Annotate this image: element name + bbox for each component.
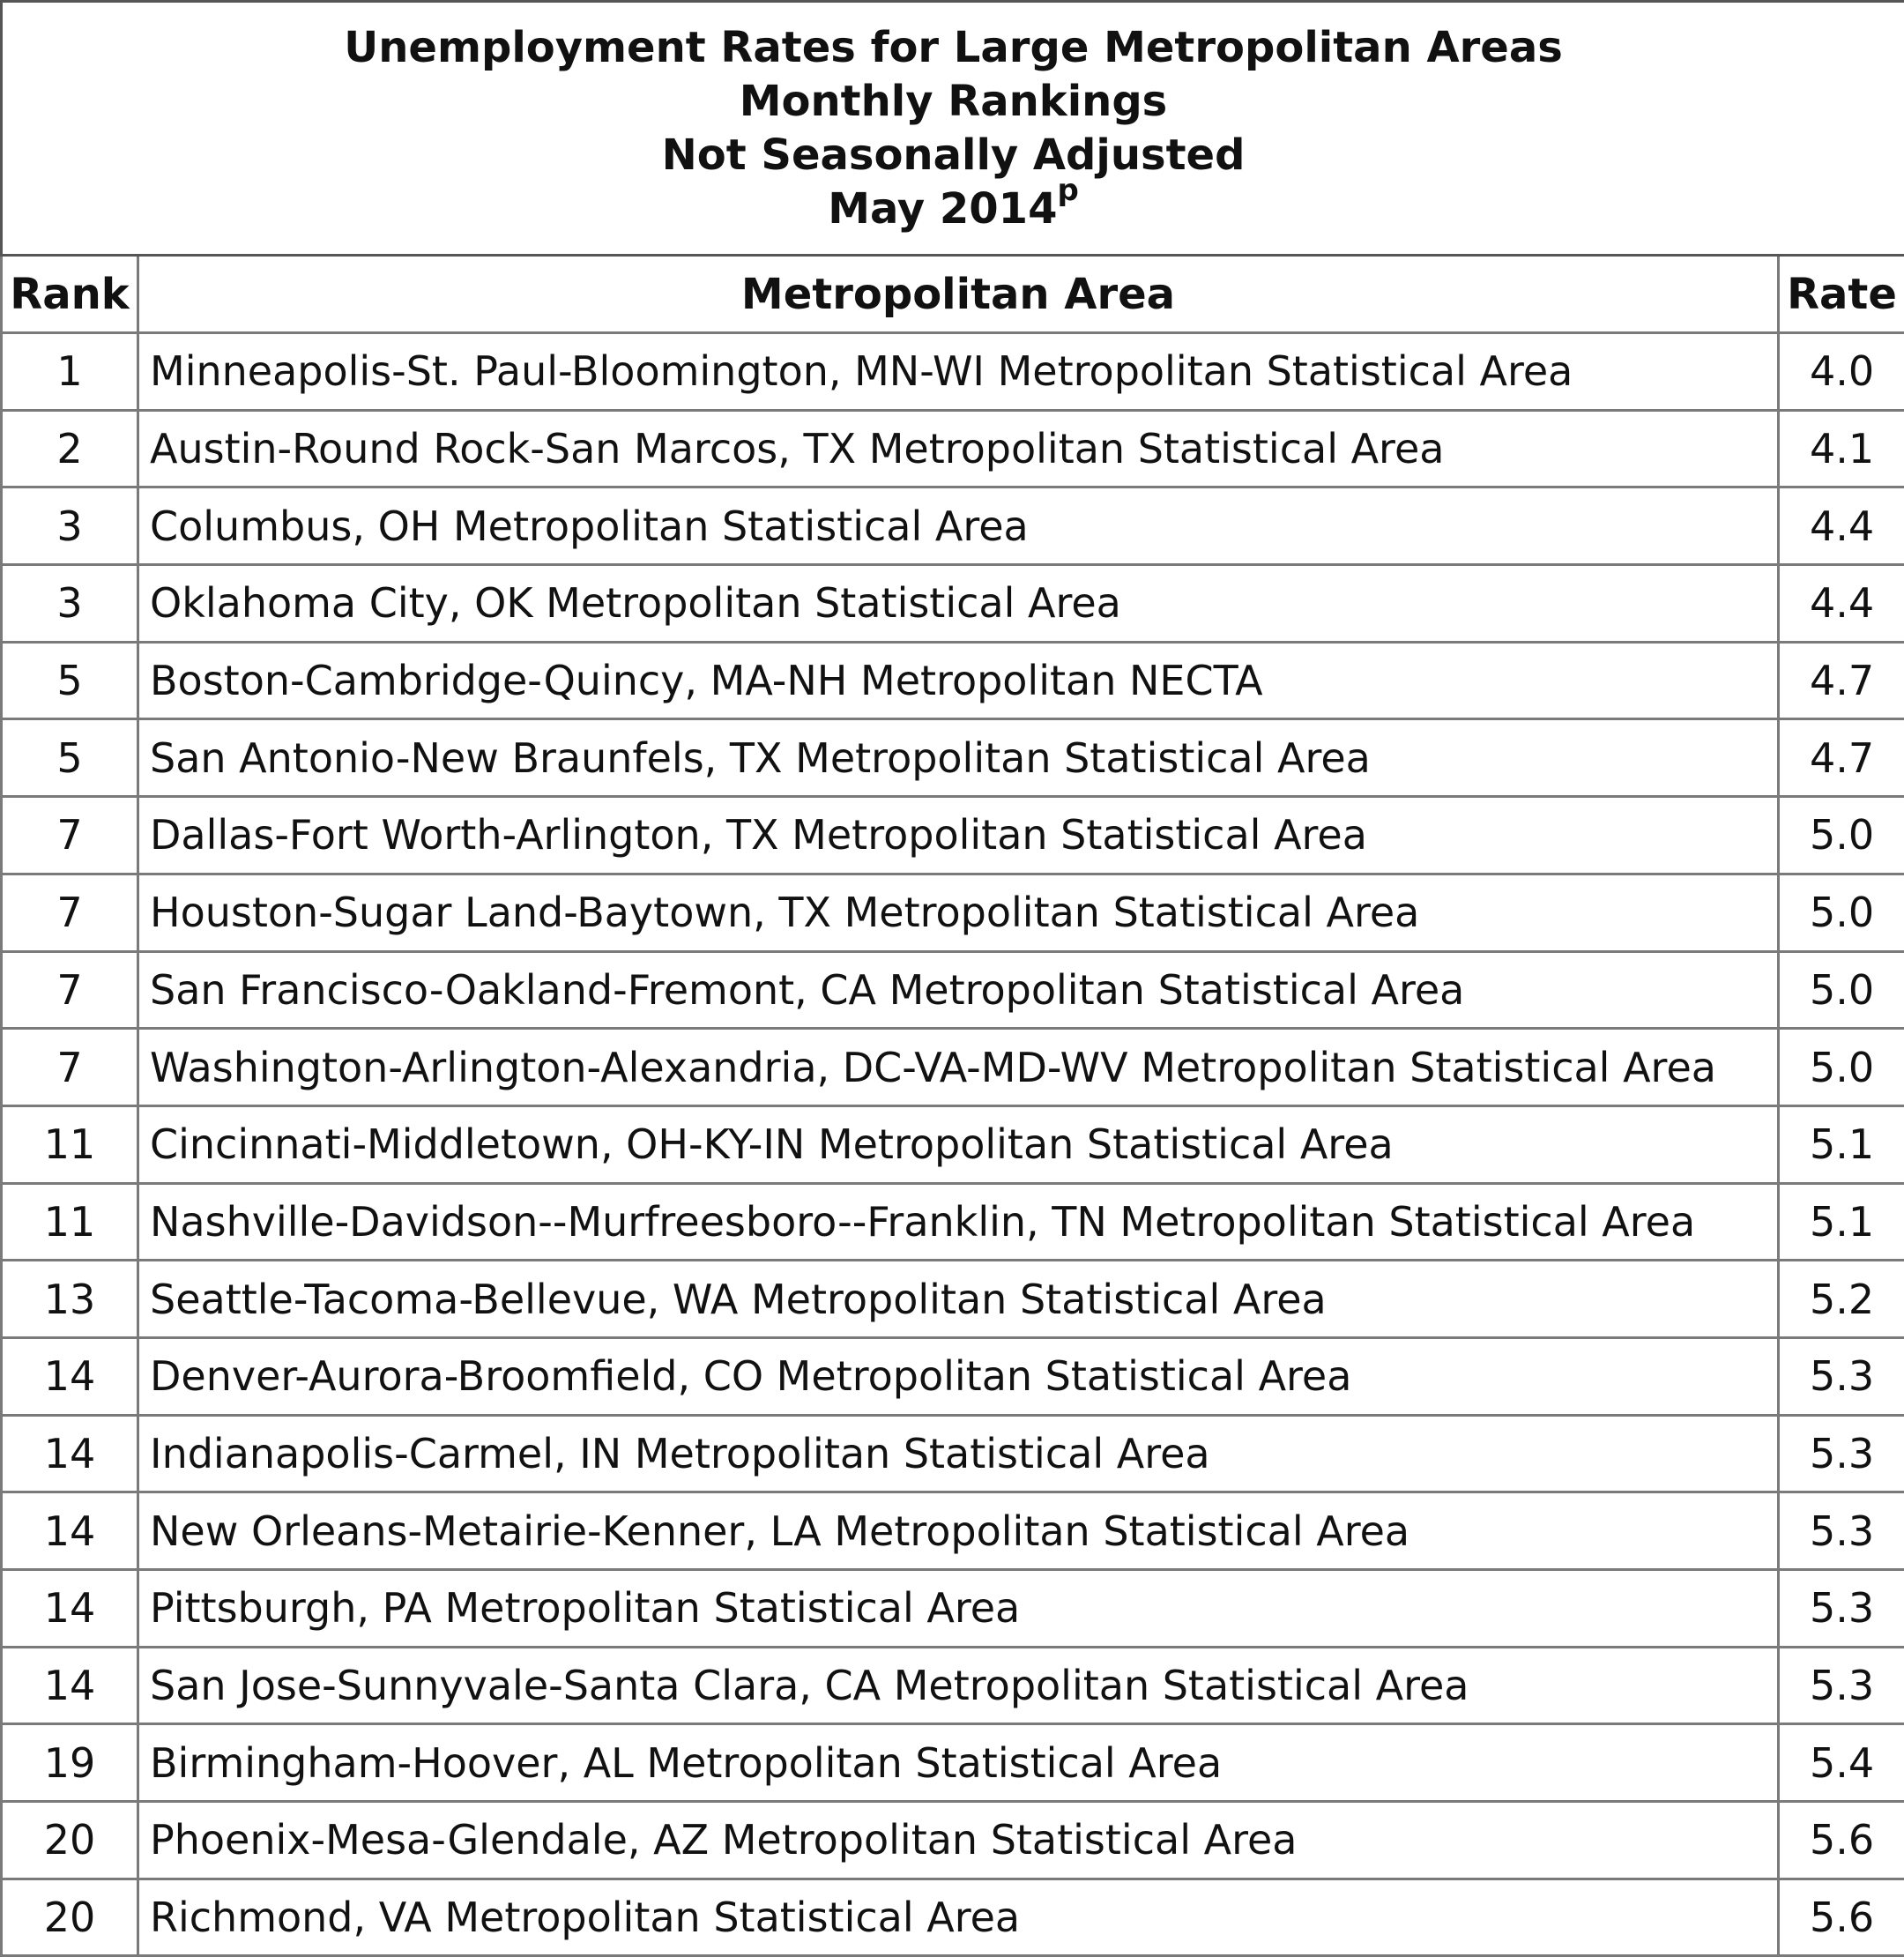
area-cell: San Francisco-Oakland-Fremont, CA Metropolitan Statistical Area — [138, 951, 1779, 1029]
rank-cell: 14 — [2, 1492, 138, 1570]
table-row — [2, 1183, 1904, 1261]
rate-cell: 5.3 — [1779, 1570, 1904, 1648]
rate-cell: 4.4 — [1779, 565, 1904, 643]
table-row — [2, 1261, 1904, 1338]
area-cell: New Orleans-Metairie-Kenner, LA Metropolitan Statistical Area — [138, 1492, 1779, 1570]
rate-cell: 5.3 — [1779, 1415, 1904, 1492]
table-row — [2, 487, 1904, 565]
table-row — [2, 951, 1904, 1029]
rank-cell: 19 — [2, 1724, 138, 1802]
title-line-3: Not Seasonally Adjusted — [3, 129, 1904, 182]
rank-cell: 11 — [2, 1105, 138, 1183]
preliminary-marker: p — [1057, 173, 1078, 208]
area-cell: San Jose-Sunnyvale-Santa Clara, CA Metropolitan Statistical Area — [138, 1647, 1779, 1724]
rank-cell: 20 — [2, 1879, 138, 1956]
rank-cell: 14 — [2, 1570, 138, 1648]
rank-cell: 14 — [2, 1337, 138, 1415]
rate-cell: 5.6 — [1779, 1879, 1904, 1956]
rate-cell: 5.1 — [1779, 1105, 1904, 1183]
table-row — [2, 1415, 1904, 1492]
area-cell: Richmond, VA Metropolitan Statistical Area — [138, 1879, 1779, 1956]
rank-cell: 14 — [2, 1415, 138, 1492]
rate-header: Rate — [1779, 256, 1904, 333]
rank-cell: 13 — [2, 1261, 138, 1338]
area-cell: Seattle-Tacoma-Bellevue, WA Metropolitan Statistical Area — [138, 1261, 1779, 1338]
rate-cell: 4.1 — [1779, 410, 1904, 487]
area-cell: Houston-Sugar Land-Baytown, TX Metropolitan Statistical Area — [138, 874, 1779, 951]
rate-cell: 5.0 — [1779, 951, 1904, 1029]
rate-cell: 5.4 — [1779, 1724, 1904, 1802]
table-row — [2, 565, 1904, 643]
area-cell: Columbus, OH Metropolitan Statistical Area — [138, 487, 1779, 565]
area-cell: Oklahoma City, OK Metropolitan Statistical Area — [138, 565, 1779, 643]
table-body — [2, 333, 1904, 1956]
rate-cell: 5.3 — [1779, 1492, 1904, 1570]
table-row — [2, 1879, 1904, 1956]
rank-cell: 7 — [2, 874, 138, 951]
rank-cell: 11 — [2, 1183, 138, 1261]
table-title — [2, 2, 1904, 256]
rate-cell: 5.2 — [1779, 1261, 1904, 1338]
table-row — [2, 1802, 1904, 1879]
rate-cell: 4.7 — [1779, 719, 1904, 797]
rate-cell: 5.3 — [1779, 1647, 1904, 1724]
rank-cell: 5 — [2, 642, 138, 719]
table-row — [2, 719, 1904, 797]
rate-cell: 5.0 — [1779, 797, 1904, 874]
area-header: Metropolitan Area — [138, 256, 1779, 333]
table-row — [2, 1492, 1904, 1570]
area-cell: Phoenix-Mesa-Glendale, AZ Metropolitan Statistical Area — [138, 1802, 1779, 1879]
rate-cell: 5.3 — [1779, 1337, 1904, 1415]
area-cell: Minneapolis-St. Paul-Bloomington, MN-WI Metropolitan Statistical Area — [138, 333, 1779, 411]
rank-cell: 5 — [2, 719, 138, 797]
table-row — [2, 1337, 1904, 1415]
area-cell: Dallas-Fort Worth-Arlington, TX Metropolitan Statistical Area — [138, 797, 1779, 874]
rate-cell: 4.7 — [1779, 642, 1904, 719]
table-row — [2, 797, 1904, 874]
rank-cell: 7 — [2, 797, 138, 874]
title-line-2: Monthly Rankings — [3, 75, 1904, 129]
rank-cell: 2 — [2, 410, 138, 487]
area-cell: Pittsburgh, PA Metropolitan Statistical Area — [138, 1570, 1779, 1648]
area-cell: Austin-Round Rock-San Marcos, TX Metropolitan Statistical Area — [138, 410, 1779, 487]
title-line-1: Unemployment Rates for Large Metropolitan Areas — [3, 21, 1904, 75]
rate-cell: 5.1 — [1779, 1183, 1904, 1261]
title-date: May 2014 — [828, 184, 1057, 234]
area-cell: Cincinnati-Middletown, OH-KY-IN Metropolitan Statistical Area — [138, 1105, 1779, 1183]
title-row — [2, 2, 1904, 256]
area-cell: San Antonio-New Braunfels, TX Metropolitan Statistical Area — [138, 719, 1779, 797]
area-cell: Nashville-Davidson--Murfreesboro--Franklin, TN Metropolitan Statistical Area — [138, 1183, 1779, 1261]
rank-cell: 1 — [2, 333, 138, 411]
table-row — [2, 642, 1904, 719]
table-row — [2, 1647, 1904, 1724]
area-cell: Washington-Arlington-Alexandria, DC-VA-MD-WV Metropolitan Statistical Area — [138, 1029, 1779, 1106]
rank-cell: 20 — [2, 1802, 138, 1879]
table-row — [2, 874, 1904, 951]
rank-cell: 7 — [2, 951, 138, 1029]
rate-cell: 4.0 — [1779, 333, 1904, 411]
rate-cell: 4.4 — [1779, 487, 1904, 565]
table-row — [2, 1105, 1904, 1183]
table-row — [2, 410, 1904, 487]
table-row — [2, 1029, 1904, 1106]
table-row — [2, 1724, 1904, 1802]
area-cell: Boston-Cambridge-Quincy, MA-NH Metropolitan NECTA — [138, 642, 1779, 719]
rank-cell: 3 — [2, 565, 138, 643]
area-cell: Denver-Aurora-Broomfield, CO Metropolitan Statistical Area — [138, 1337, 1779, 1415]
rate-cell: 5.0 — [1779, 1029, 1904, 1106]
area-cell: Birmingham-Hoover, AL Metropolitan Statistical Area — [138, 1724, 1779, 1802]
rank-header: Rank — [2, 256, 138, 333]
rank-cell: 7 — [2, 1029, 138, 1106]
rate-cell: 5.0 — [1779, 874, 1904, 951]
title-line-4 — [3, 182, 1904, 236]
rank-cell: 14 — [2, 1647, 138, 1724]
area-cell: Indianapolis-Carmel, IN Metropolitan Statistical Area — [138, 1415, 1779, 1492]
rate-cell: 5.6 — [1779, 1802, 1904, 1879]
header-row — [2, 256, 1904, 333]
table-row — [2, 1570, 1904, 1648]
table-row — [2, 333, 1904, 411]
rank-cell: 3 — [2, 487, 138, 565]
